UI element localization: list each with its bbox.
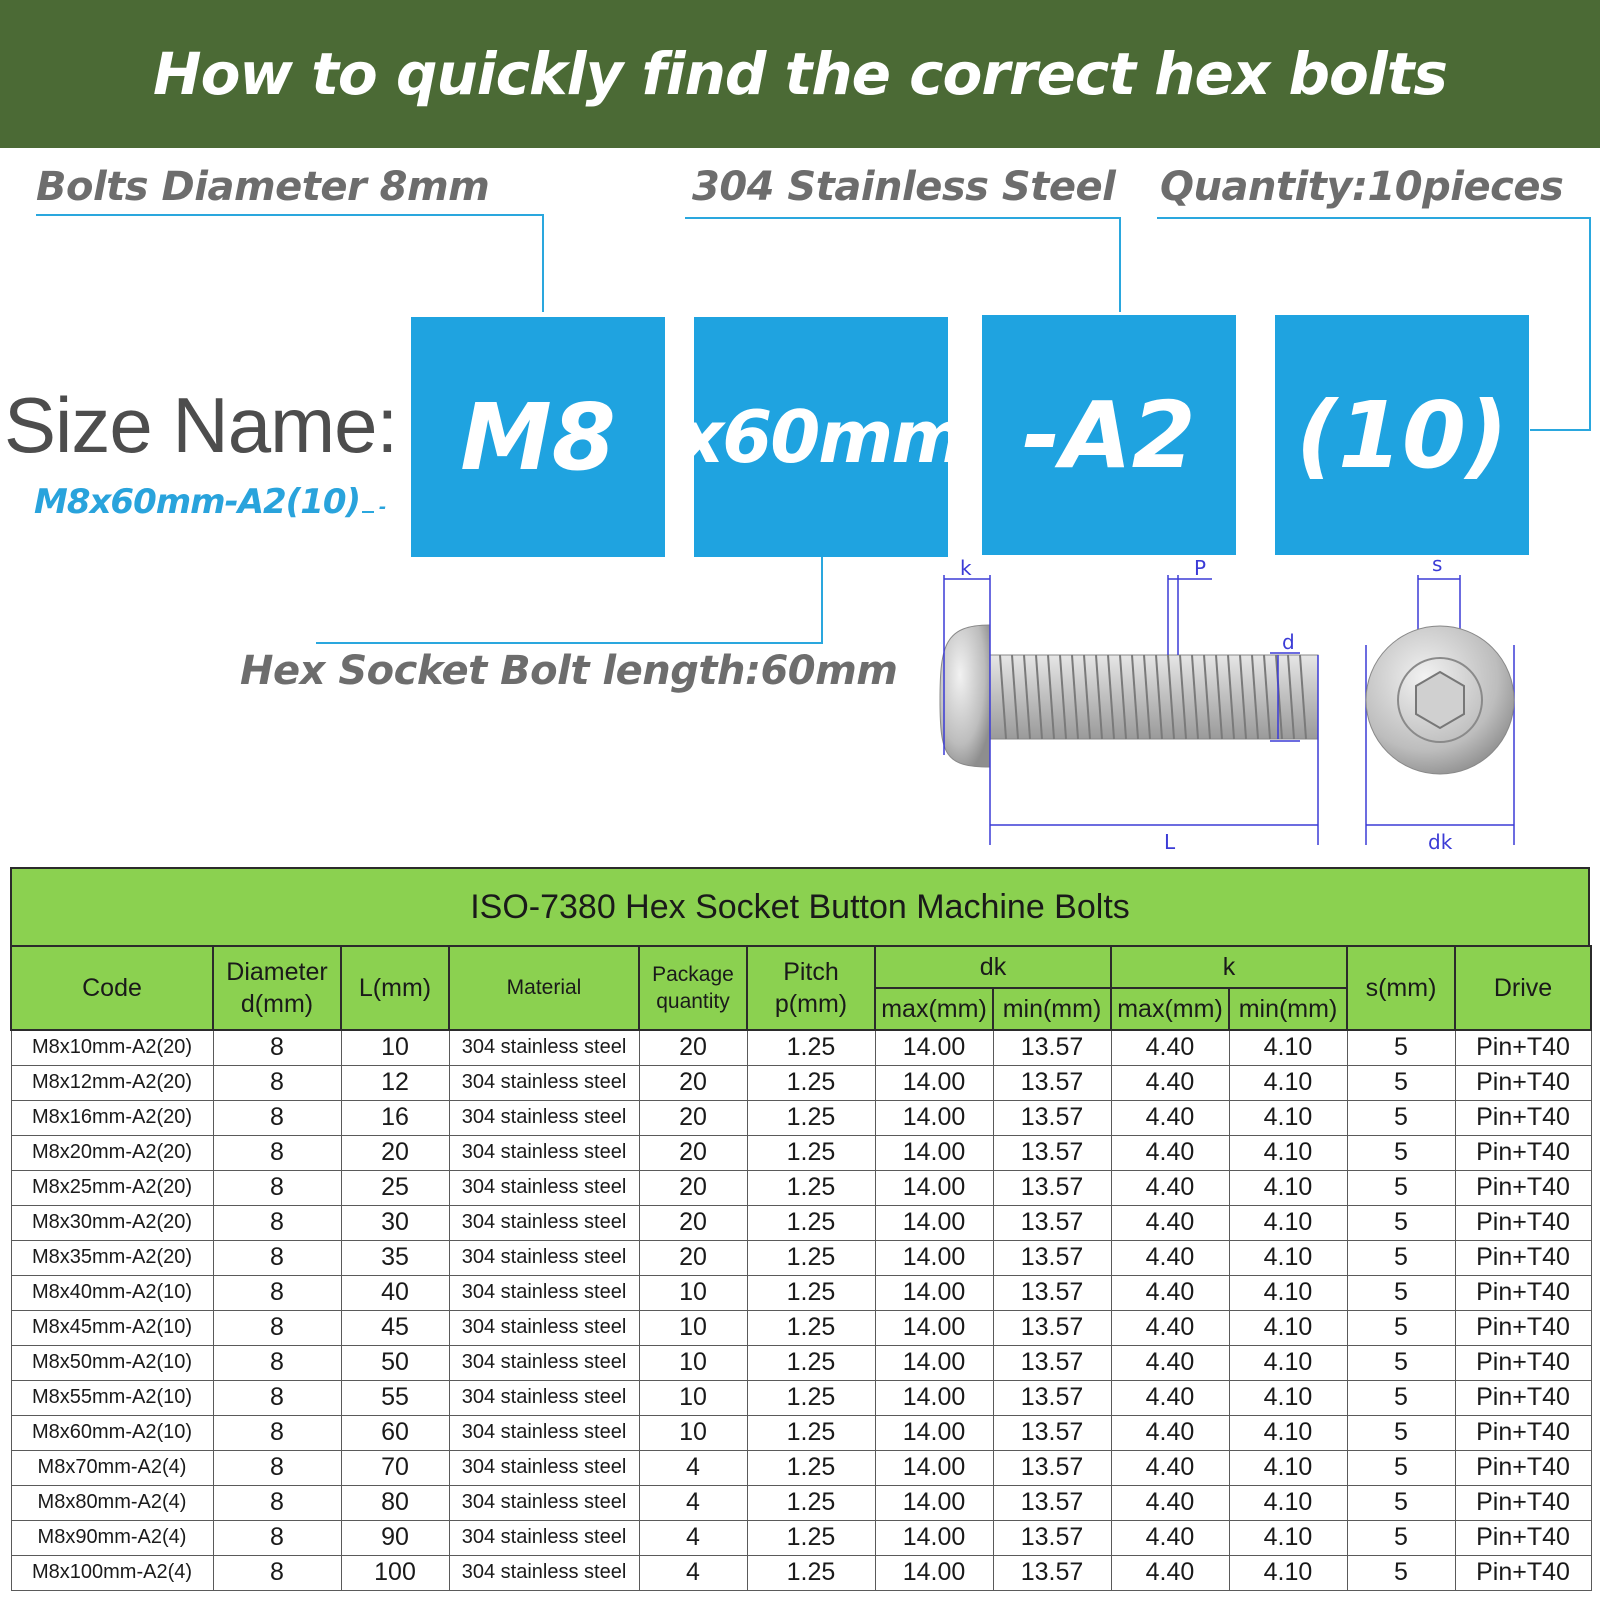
table-row [11, 1135, 1591, 1170]
cell-s: 5 [1347, 1100, 1455, 1135]
cell-s: 5 [1347, 1065, 1455, 1100]
cell-pitch: 1.25 [747, 1100, 875, 1135]
cell-drive: Pin+T40 [1455, 1100, 1591, 1135]
cell-s: 5 [1347, 1240, 1455, 1275]
cell-k-min: 4.10 [1229, 1450, 1347, 1485]
dim-k-label: k [960, 556, 972, 580]
cell-k-min: 4.10 [1229, 1170, 1347, 1205]
table-row [11, 1065, 1591, 1100]
cell-length: 45 [341, 1310, 449, 1345]
table-row [11, 1030, 1591, 1065]
cell-s: 5 [1347, 1520, 1455, 1555]
cell-diameter: 8 [213, 1240, 341, 1275]
cell-drive: Pin+T40 [1455, 1030, 1591, 1065]
dim-s-label: s [1432, 552, 1443, 576]
cell-code: M8x30mm-A2(20) [11, 1205, 213, 1240]
cell-material: 304 stainless steel [449, 1065, 639, 1100]
cell-s: 5 [1347, 1380, 1455, 1415]
cell-material: 304 stainless steel [449, 1520, 639, 1555]
cell-code: M8x12mm-A2(20) [11, 1065, 213, 1100]
cell-k-min: 4.10 [1229, 1275, 1347, 1310]
cell-k-max: 4.40 [1111, 1135, 1229, 1170]
cell-package: 4 [639, 1450, 747, 1485]
cell-dk-min: 13.57 [993, 1275, 1111, 1310]
cell-package: 20 [639, 1065, 747, 1100]
cell-k-max: 4.40 [1111, 1275, 1229, 1310]
table-row [11, 1555, 1591, 1590]
cell-dk-max: 14.00 [875, 1310, 993, 1345]
cell-drive: Pin+T40 [1455, 1310, 1591, 1345]
col-header-code: Code [11, 946, 213, 1030]
cell-pitch: 1.25 [747, 1310, 875, 1345]
cell-diameter: 8 [213, 1415, 341, 1450]
col-header-pitch: Pitch p(mm) [747, 946, 875, 1030]
cell-dk-max: 14.00 [875, 1240, 993, 1275]
cell-k-max: 4.40 [1111, 1415, 1229, 1450]
cell-k-min: 4.10 [1229, 1310, 1347, 1345]
cell-s: 5 [1347, 1170, 1455, 1205]
dim-d-label: d [1282, 630, 1295, 654]
cell-k-min: 4.10 [1229, 1380, 1347, 1415]
cell-pitch: 1.25 [747, 1415, 875, 1450]
table-title: ISO-7380 Hex Socket Button Machine Bolts [10, 867, 1590, 945]
cell-dk-min: 13.57 [993, 1100, 1111, 1135]
dim-dk-label: dk [1428, 830, 1453, 854]
cell-code: M8x25mm-A2(20) [11, 1170, 213, 1205]
cell-drive: Pin+T40 [1455, 1415, 1591, 1450]
cell-k-max: 4.40 [1111, 1345, 1229, 1380]
cell-dk-min: 13.57 [993, 1135, 1111, 1170]
cell-dk-max: 14.00 [875, 1520, 993, 1555]
cell-k-max: 4.40 [1111, 1170, 1229, 1205]
cell-package: 20 [639, 1030, 747, 1065]
cell-k-max: 4.40 [1111, 1520, 1229, 1555]
cell-drive: Pin+T40 [1455, 1240, 1591, 1275]
cell-diameter: 8 [213, 1170, 341, 1205]
cell-dk-max: 14.00 [875, 1345, 993, 1380]
cell-k-max: 4.40 [1111, 1065, 1229, 1100]
cell-drive: Pin+T40 [1455, 1345, 1591, 1380]
cell-drive: Pin+T40 [1455, 1520, 1591, 1555]
cell-drive: Pin+T40 [1455, 1275, 1591, 1310]
cell-length: 10 [341, 1030, 449, 1065]
cell-dk-max: 14.00 [875, 1170, 993, 1205]
cell-package: 10 [639, 1275, 747, 1310]
cell-diameter: 8 [213, 1065, 341, 1100]
cell-diameter: 8 [213, 1205, 341, 1240]
cell-package: 10 [639, 1380, 747, 1415]
table-row [11, 1485, 1591, 1520]
cell-pitch: 1.25 [747, 1450, 875, 1485]
cell-s: 5 [1347, 1555, 1455, 1590]
cell-package: 10 [639, 1310, 747, 1345]
cell-dk-min: 13.57 [993, 1450, 1111, 1485]
spec-table [10, 867, 1590, 1594]
cell-dk-min: 13.57 [993, 1485, 1111, 1520]
cell-pitch: 1.25 [747, 1520, 875, 1555]
cell-diameter: 8 [213, 1310, 341, 1345]
cell-code: M8x55mm-A2(10) [11, 1380, 213, 1415]
cell-drive: Pin+T40 [1455, 1170, 1591, 1205]
cell-k-min: 4.10 [1229, 1205, 1347, 1240]
cell-pitch: 1.25 [747, 1345, 875, 1380]
cell-k-max: 4.40 [1111, 1310, 1229, 1345]
cell-material: 304 stainless steel [449, 1450, 639, 1485]
cell-s: 5 [1347, 1310, 1455, 1345]
cell-diameter: 8 [213, 1030, 341, 1065]
table-row [11, 1100, 1591, 1135]
cell-code: M8x90mm-A2(4) [11, 1520, 213, 1555]
cell-drive: Pin+T40 [1455, 1555, 1591, 1590]
cell-dk-min: 13.57 [993, 1240, 1111, 1275]
table-row [11, 1415, 1591, 1450]
cell-dk-min: 13.57 [993, 1380, 1111, 1415]
cell-k-max: 4.40 [1111, 1030, 1229, 1065]
cell-code: M8x16mm-A2(20) [11, 1100, 213, 1135]
cell-diameter: 8 [213, 1100, 341, 1135]
col-header-s: s(mm) [1347, 946, 1455, 1030]
cell-package: 4 [639, 1520, 747, 1555]
cell-material: 304 stainless steel [449, 1345, 639, 1380]
cell-package: 20 [639, 1135, 747, 1170]
table-row [11, 1450, 1591, 1485]
cell-k-min: 4.10 [1229, 1520, 1347, 1555]
cell-k-min: 4.10 [1229, 1345, 1347, 1380]
cell-material: 304 stainless steel [449, 1380, 639, 1415]
cell-length: 90 [341, 1520, 449, 1555]
material-callout: 304 Stainless Steel [692, 164, 1116, 210]
diameter-callout: Bolts Diameter 8mm [36, 164, 490, 210]
cell-dk-max: 14.00 [875, 1275, 993, 1310]
cell-material: 304 stainless steel [449, 1555, 639, 1590]
cell-pitch: 1.25 [747, 1485, 875, 1520]
bolt-diagram [940, 552, 1560, 855]
cell-pitch: 1.25 [747, 1555, 875, 1590]
cell-k-max: 4.40 [1111, 1205, 1229, 1240]
bolt-head-view [1366, 626, 1514, 774]
cell-k-min: 4.10 [1229, 1240, 1347, 1275]
cell-material: 304 stainless steel [449, 1275, 639, 1310]
table-row [11, 1240, 1591, 1275]
cell-length: 30 [341, 1205, 449, 1240]
size-part-length: x60mm [694, 317, 948, 557]
cell-dk-max: 14.00 [875, 1380, 993, 1415]
cell-drive: Pin+T40 [1455, 1380, 1591, 1415]
cell-dk-min: 13.57 [993, 1170, 1111, 1205]
cell-dk-min: 13.57 [993, 1030, 1111, 1065]
cell-code: M8x70mm-A2(4) [11, 1450, 213, 1485]
col-header-k-min: min(mm) [1229, 988, 1347, 1030]
cell-s: 5 [1347, 1205, 1455, 1240]
cell-s: 5 [1347, 1275, 1455, 1310]
col-header-k: k [1111, 946, 1347, 988]
cell-k-min: 4.10 [1229, 1485, 1347, 1520]
cell-length: 12 [341, 1065, 449, 1100]
cell-pitch: 1.25 [747, 1135, 875, 1170]
cell-dk-max: 14.00 [875, 1030, 993, 1065]
cell-k-min: 4.10 [1229, 1415, 1347, 1450]
cell-code: M8x35mm-A2(20) [11, 1240, 213, 1275]
cell-drive: Pin+T40 [1455, 1205, 1591, 1240]
cell-diameter: 8 [213, 1450, 341, 1485]
cell-drive: Pin+T40 [1455, 1485, 1591, 1520]
cell-dk-min: 13.57 [993, 1205, 1111, 1240]
cell-pitch: 1.25 [747, 1030, 875, 1065]
table-body [11, 1030, 1591, 1590]
cell-material: 304 stainless steel [449, 1415, 639, 1450]
cell-length: 16 [341, 1100, 449, 1135]
table-row [11, 1520, 1591, 1555]
dim-p-label: P [1194, 556, 1207, 580]
col-header-length: L(mm) [341, 946, 449, 1030]
cell-package: 10 [639, 1345, 747, 1380]
cell-drive: Pin+T40 [1455, 1135, 1591, 1170]
cell-dk-min: 13.57 [993, 1520, 1111, 1555]
bolt-side-view [940, 625, 1318, 767]
cell-package: 4 [639, 1555, 747, 1590]
cell-code: M8x10mm-A2(20) [11, 1030, 213, 1065]
cell-k-max: 4.40 [1111, 1100, 1229, 1135]
cell-code: M8x45mm-A2(10) [11, 1310, 213, 1345]
table-row [11, 1345, 1591, 1380]
cell-diameter: 8 [213, 1275, 341, 1310]
cell-package: 20 [639, 1205, 747, 1240]
cell-length: 35 [341, 1240, 449, 1275]
cell-pitch: 1.25 [747, 1240, 875, 1275]
cell-k-min: 4.10 [1229, 1555, 1347, 1590]
cell-diameter: 8 [213, 1380, 341, 1415]
cell-dk-max: 14.00 [875, 1065, 993, 1100]
cell-length: 25 [341, 1170, 449, 1205]
cell-package: 10 [639, 1415, 747, 1450]
cell-material: 304 stainless steel [449, 1205, 639, 1240]
cell-package: 4 [639, 1485, 747, 1520]
cell-drive: Pin+T40 [1455, 1065, 1591, 1100]
cell-material: 304 stainless steel [449, 1485, 639, 1520]
cell-material: 304 stainless steel [449, 1030, 639, 1065]
size-name-label: Size Name: [4, 381, 398, 469]
cell-diameter: 8 [213, 1135, 341, 1170]
spec-table-grid [10, 945, 1592, 1591]
col-header-k-max: max(mm) [1111, 988, 1229, 1030]
cell-package: 20 [639, 1170, 747, 1205]
cell-dk-max: 14.00 [875, 1555, 993, 1590]
cell-s: 5 [1347, 1345, 1455, 1380]
cell-pitch: 1.25 [747, 1380, 875, 1415]
table-row [11, 1380, 1591, 1415]
size-part-material: -A2 [982, 315, 1236, 555]
cell-k-max: 4.40 [1111, 1555, 1229, 1590]
col-header-dk-min: min(mm) [993, 988, 1111, 1030]
cell-material: 304 stainless steel [449, 1240, 639, 1275]
cell-code: M8x100mm-A2(4) [11, 1555, 213, 1590]
cell-code: M8x60mm-A2(10) [11, 1415, 213, 1450]
cell-k-min: 4.10 [1229, 1030, 1347, 1065]
col-header-package: Package quantity [639, 946, 747, 1030]
size-part-quantity: (10) [1275, 315, 1529, 555]
col-header-drive: Drive [1455, 946, 1591, 1030]
cell-material: 304 stainless steel [449, 1135, 639, 1170]
col-header-dk: dk [875, 946, 1111, 988]
cell-dk-max: 14.00 [875, 1450, 993, 1485]
cell-length: 50 [341, 1345, 449, 1380]
cell-code: M8x40mm-A2(10) [11, 1275, 213, 1310]
cell-length: 60 [341, 1415, 449, 1450]
col-header-diameter: Diameter d(mm) [213, 946, 341, 1030]
cell-diameter: 8 [213, 1555, 341, 1590]
cell-s: 5 [1347, 1485, 1455, 1520]
cell-pitch: 1.25 [747, 1275, 875, 1310]
cell-dk-max: 14.00 [875, 1205, 993, 1240]
cell-package: 20 [639, 1100, 747, 1135]
cell-code: M8x80mm-A2(4) [11, 1485, 213, 1520]
cell-pitch: 1.25 [747, 1065, 875, 1100]
cell-code: M8x50mm-A2(10) [11, 1345, 213, 1380]
cell-material: 304 stainless steel [449, 1170, 639, 1205]
cell-dk-min: 13.57 [993, 1310, 1111, 1345]
cell-length: 40 [341, 1275, 449, 1310]
cell-k-max: 4.40 [1111, 1380, 1229, 1415]
cell-dk-min: 13.57 [993, 1345, 1111, 1380]
cell-material: 304 stainless steel [449, 1310, 639, 1345]
cell-dk-min: 13.57 [993, 1415, 1111, 1450]
quantity-callout: Quantity:10pieces [1160, 164, 1564, 210]
cell-s: 5 [1347, 1030, 1455, 1065]
cell-dk-max: 14.00 [875, 1485, 993, 1520]
col-header-dk-max: max(mm) [875, 988, 993, 1030]
cell-k-max: 4.40 [1111, 1240, 1229, 1275]
cell-material: 304 stainless steel [449, 1100, 639, 1135]
cell-pitch: 1.25 [747, 1170, 875, 1205]
cell-diameter: 8 [213, 1345, 341, 1380]
cell-length: 100 [341, 1555, 449, 1590]
table-row [11, 1275, 1591, 1310]
size-example-marker: - [378, 497, 386, 518]
cell-drive: Pin+T40 [1455, 1450, 1591, 1485]
cell-length: 20 [341, 1135, 449, 1170]
col-header-material: Material [449, 946, 639, 1030]
cell-length: 80 [341, 1485, 449, 1520]
table-row [11, 1205, 1591, 1240]
cell-dk-max: 14.00 [875, 1100, 993, 1135]
cell-s: 5 [1347, 1450, 1455, 1485]
page-title: How to quickly find the correct hex bolts [153, 40, 1447, 108]
table-row [11, 1170, 1591, 1205]
cell-dk-min: 13.57 [993, 1555, 1111, 1590]
cell-k-min: 4.10 [1229, 1065, 1347, 1100]
cell-k-max: 4.40 [1111, 1450, 1229, 1485]
cell-dk-min: 13.57 [993, 1065, 1111, 1100]
table-row [11, 1310, 1591, 1345]
cell-s: 5 [1347, 1135, 1455, 1170]
cell-code: M8x20mm-A2(20) [11, 1135, 213, 1170]
cell-pitch: 1.25 [747, 1205, 875, 1240]
cell-k-min: 4.10 [1229, 1135, 1347, 1170]
length-callout: Hex Socket Bolt length:60mm [240, 648, 898, 694]
cell-package: 20 [639, 1240, 747, 1275]
cell-k-max: 4.40 [1111, 1485, 1229, 1520]
cell-length: 55 [341, 1380, 449, 1415]
dim-l-label: L [1164, 830, 1176, 854]
cell-dk-max: 14.00 [875, 1415, 993, 1450]
size-example-text: M8x60mm-A2(10) [34, 482, 361, 522]
size-name-example [34, 482, 385, 522]
cell-diameter: 8 [213, 1520, 341, 1555]
cell-dk-max: 14.00 [875, 1135, 993, 1170]
cell-k-min: 4.10 [1229, 1100, 1347, 1135]
cell-diameter: 8 [213, 1485, 341, 1520]
size-part-diameter: M8 [411, 317, 665, 557]
cell-s: 5 [1347, 1415, 1455, 1450]
cell-length: 70 [341, 1450, 449, 1485]
